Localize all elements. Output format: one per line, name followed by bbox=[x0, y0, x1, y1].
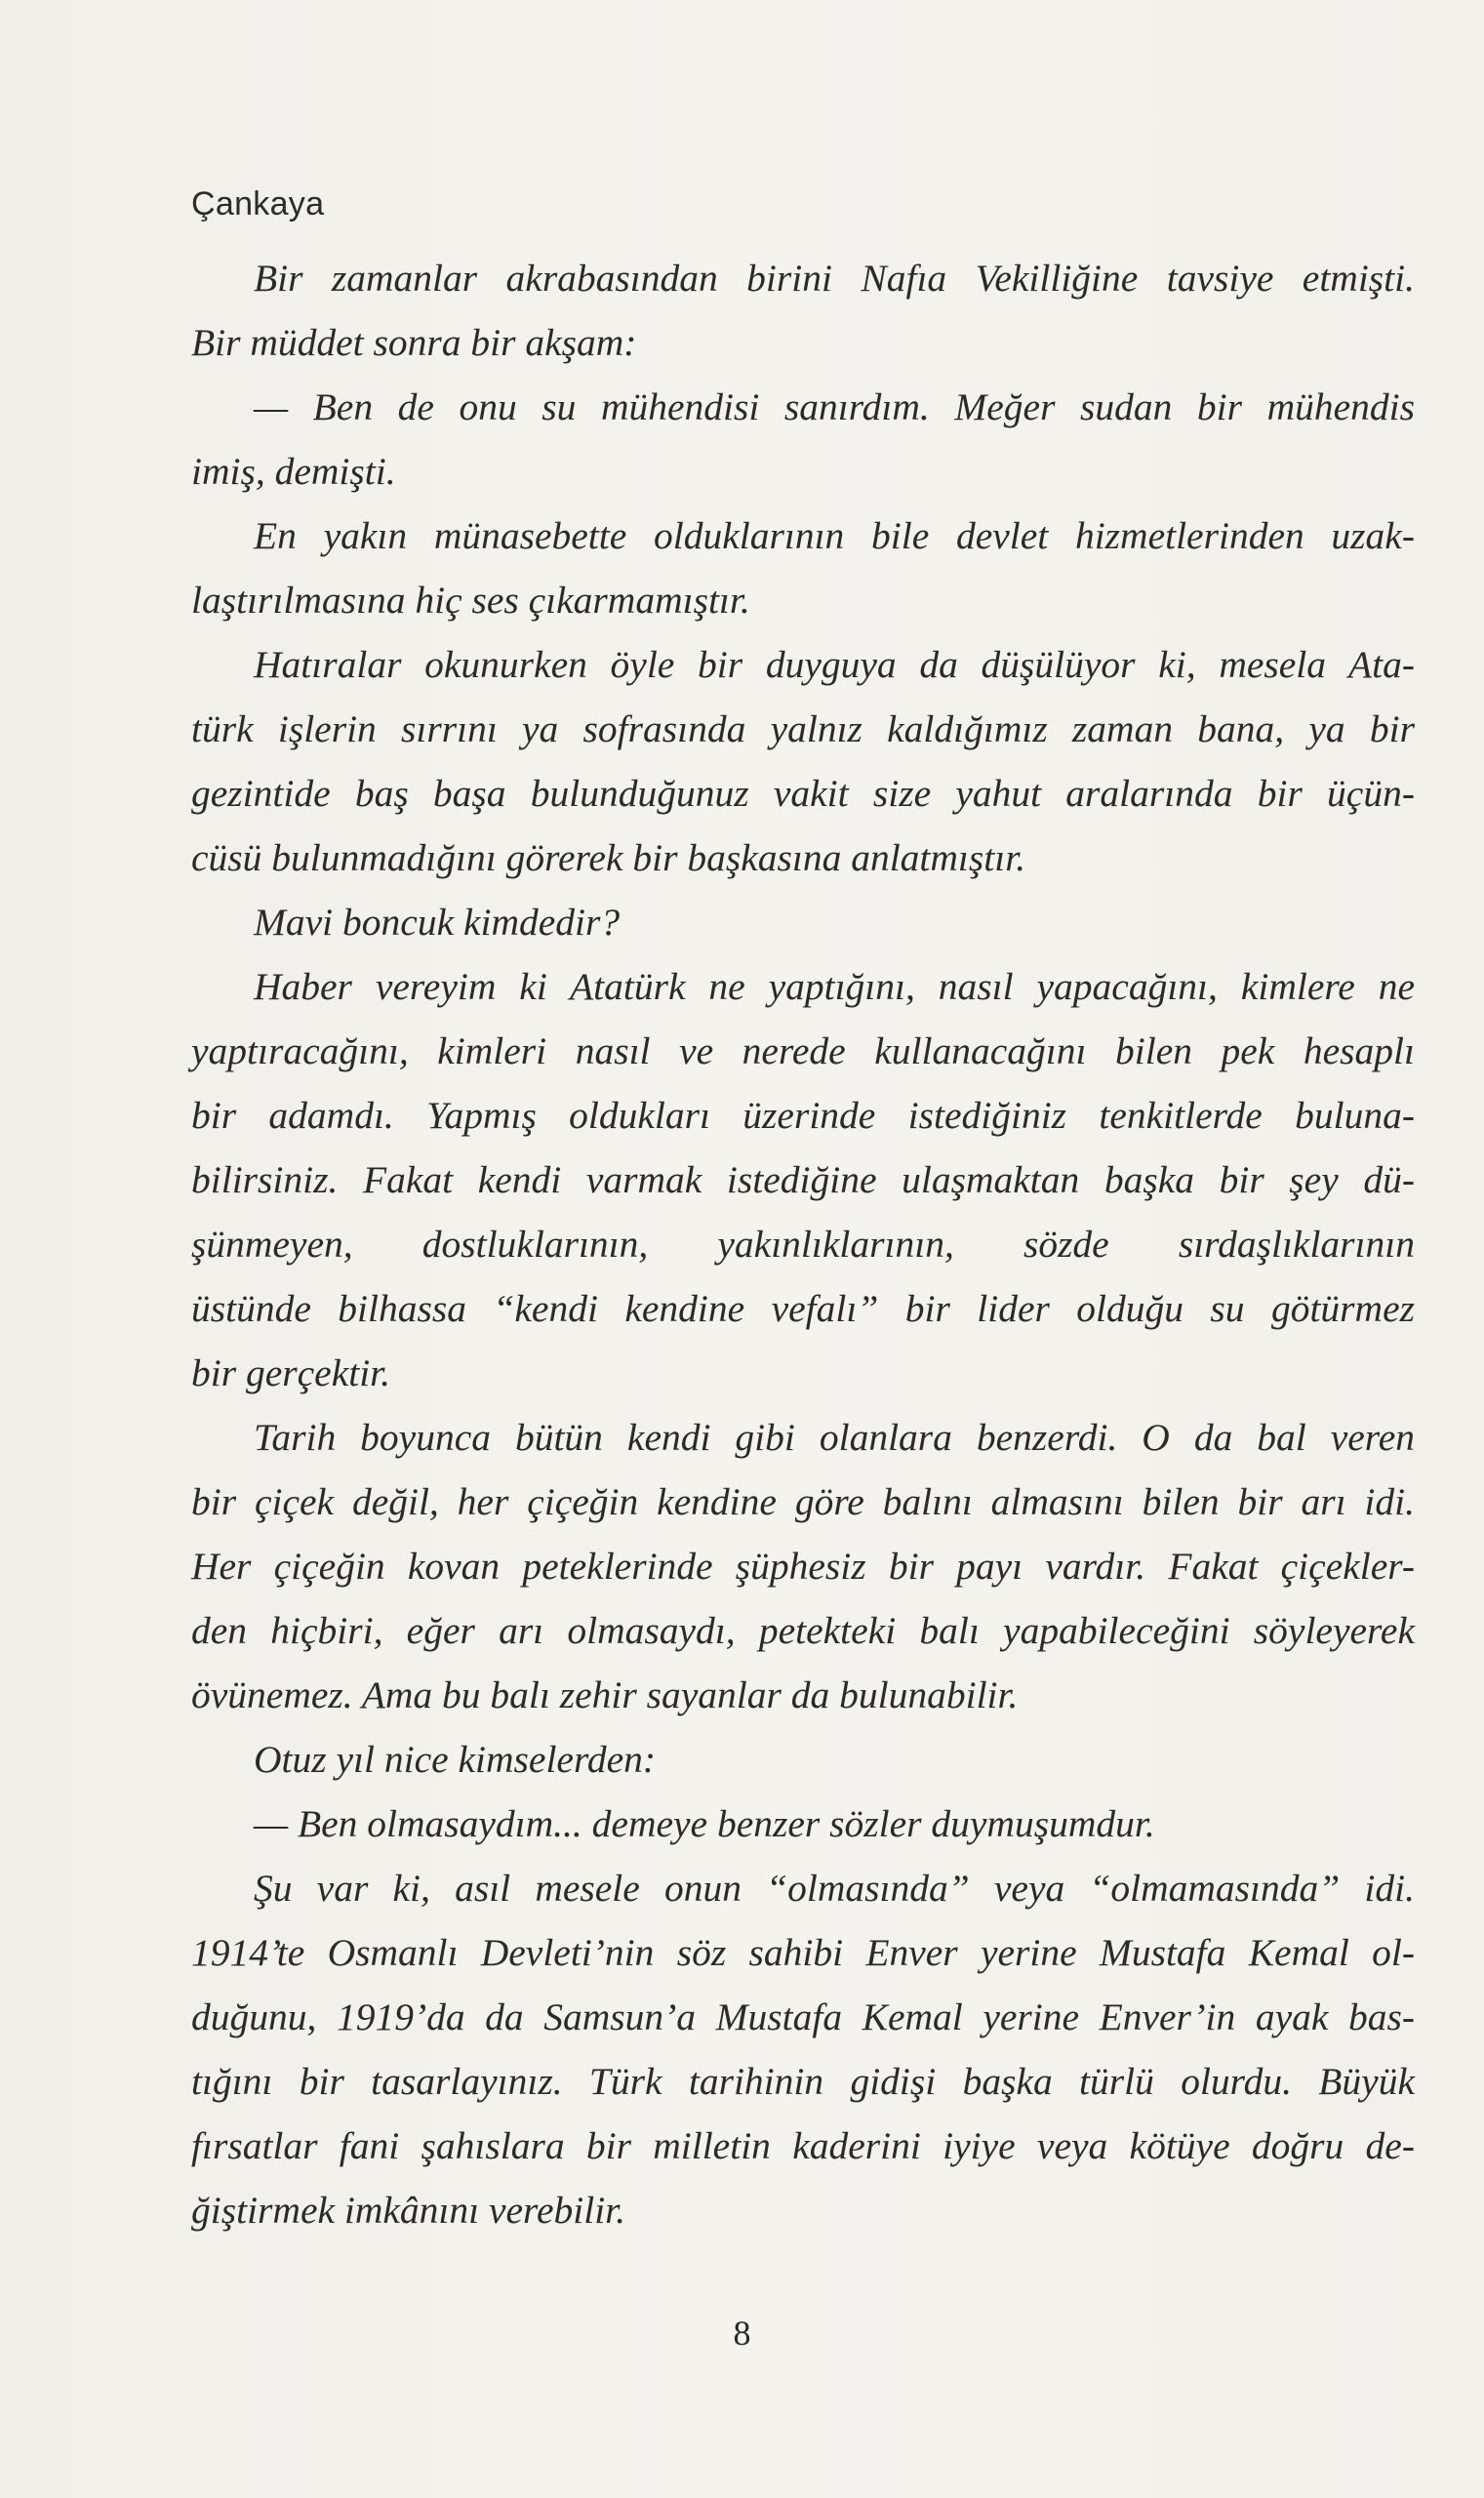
text-line: laştırılmasına hiç ses çıkarmamıştır. bbox=[191, 579, 750, 622]
text-line: Otuz yıl nice kimselerden: bbox=[254, 1738, 657, 1781]
text-line: Her çiçeğin kovan peteklerinde şüphesiz bir payı vardır. Fakat çiçekler- bbox=[191, 1545, 1415, 1588]
text-line: Şu var ki, asıl mesele onun “olmasında” veya “olmamasında” idi. bbox=[254, 1867, 1415, 1910]
text-line: den hiçbiri, eğer arı olmasaydı, petekteki balı yapabileceğini söyleyerek bbox=[191, 1609, 1415, 1652]
text-line: Haber vereyim ki Atatürk ne yaptığını, nasıl yapacağını, kimlere ne bbox=[254, 965, 1415, 1008]
text-line: Tarih boyunca bütün kendi gibi olanlara benzerdi. O da bal veren bbox=[254, 1416, 1415, 1459]
text-line: fırsatlar fani şahıslara bir milletin kaderini iyiye veya kötüye doğru de- bbox=[191, 2124, 1415, 2167]
text-line: gezintide baş başa bulunduğunuz vakit size yahut aralarında bir üçün- bbox=[191, 772, 1415, 815]
text-line: üstünde bilhassa “kendi kendine vefalı” bir lider olduğu su götürmez bbox=[191, 1287, 1415, 1330]
text-line: övünemez. Ama bu balı zehir sayanlar da bulunabilir. bbox=[191, 1673, 1019, 1716]
text-line: yaptıracağını, kimleri nasıl ve nerede kullanacağını bilen pek hesaplı bbox=[191, 1029, 1415, 1072]
text-line: Bir müddet sonra bir akşam: bbox=[191, 321, 637, 364]
text-line: Hatıralar okunurken öyle bir duyguya da düşülüyor ki, mesela Ata- bbox=[254, 643, 1415, 686]
text-line: — Ben de onu su mühendisi sanırdım. Meğer sudan bir mühendis bbox=[254, 385, 1415, 428]
text-line: cüsü bulunmadığını görerek bir başkasına anlatmıştır. bbox=[191, 836, 1026, 879]
text-line: imiş, demişti. bbox=[191, 450, 396, 493]
text-line: En yakın münasebette olduklarının bile devlet hizmetlerinden uzak- bbox=[254, 514, 1415, 557]
text-line: 1914’te Osmanlı Devleti’nin söz sahibi Enver yerine Mustafa Kemal ol- bbox=[191, 1931, 1415, 1974]
text-line: türk işlerin sırrını ya sofrasında yalnız kaldığımız zaman bana, ya bir bbox=[191, 707, 1415, 750]
body-text bbox=[191, 246, 1415, 2242]
text-line: tığını bir tasarlayınız. Türk tarihinin gidişi başka türlü olurdu. Büyük bbox=[191, 2060, 1415, 2103]
page-number: 8 bbox=[733, 2314, 751, 2353]
text-line: bir çiçek değil, her çiçeğin kendine göre balını almasını bilen bir arı idi. bbox=[191, 1480, 1415, 1523]
text-line: bir gerçektir. bbox=[191, 1351, 391, 1394]
text-line: ğiştirmek imkânını verebilir. bbox=[191, 2189, 626, 2232]
text-line: duğunu, 1919’da da Samsun’a Mustafa Kemal yerine Enver’in ayak bas- bbox=[191, 1995, 1415, 2038]
text-line: — Ben olmasaydım... demeye benzer sözler duymuşumdur. bbox=[254, 1802, 1155, 1845]
text-line: bilirsiniz. Fakat kendi varmak istediğine ulaşmaktan başka bir şey dü- bbox=[191, 1158, 1415, 1201]
text-line: şünmeyen, dostluklarının, yakınlıklarının, sözde sırdaşlıklarının bbox=[191, 1223, 1415, 1266]
text-line: bir adamdı. Yapmış oldukları üzerinde istediğiniz tenkitlerde buluna- bbox=[191, 1094, 1415, 1137]
running-head: Çankaya bbox=[191, 185, 325, 222]
text-line: Bir zamanlar akrabasından birini Nafıa Vekilliğine tavsiye etmişti. bbox=[254, 257, 1415, 300]
text-line: Mavi boncuk kimdedir? bbox=[254, 901, 621, 944]
